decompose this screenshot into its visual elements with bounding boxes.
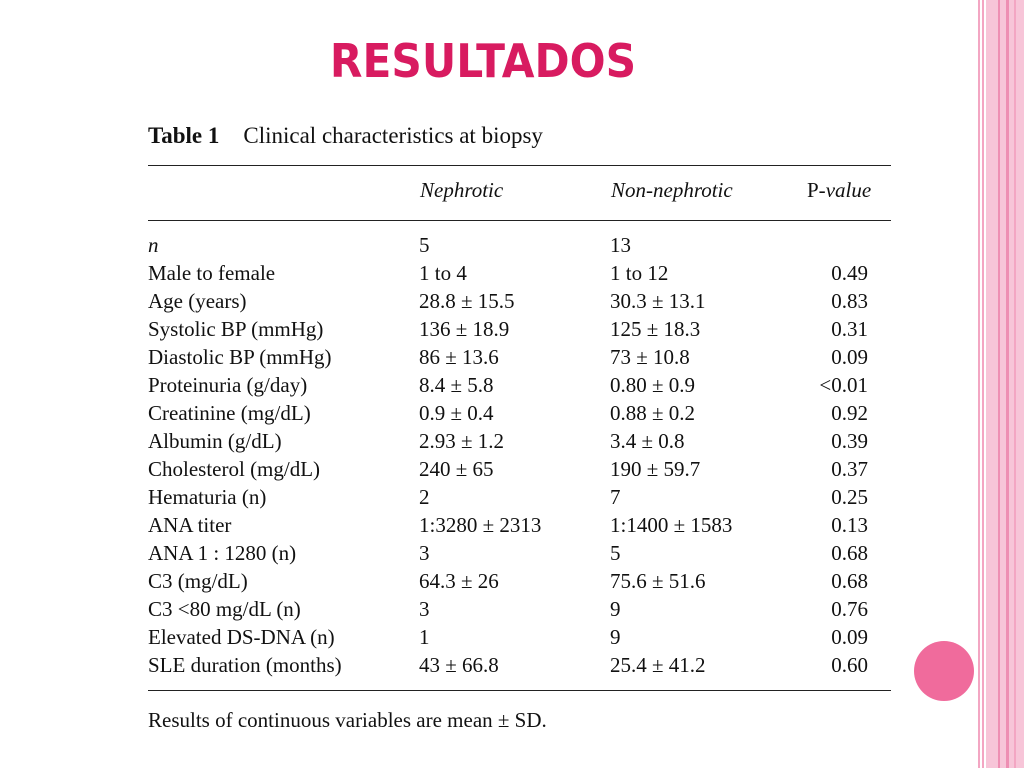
cell-p-value: 0.09 (831, 345, 868, 369)
cell-p-value: 0.68 (831, 541, 868, 565)
cell-non-nephrotic: 73 ± 10.8 (610, 345, 690, 369)
p-value-italic: value (825, 178, 872, 202)
cell-nephrotic: 0.9 ± 0.4 (419, 401, 494, 425)
table-row (148, 231, 888, 259)
row-label: Creatinine (mg/dL) (148, 401, 311, 425)
cell-non-nephrotic: 9 (610, 625, 621, 649)
row-label: Hematuria (n) (148, 485, 267, 509)
table-top-rule (148, 165, 891, 166)
p-value-prefix: P- (807, 178, 826, 202)
cell-non-nephrotic: 125 ± 18.3 (610, 317, 701, 341)
table-row (148, 595, 888, 623)
table-row (148, 483, 888, 511)
table-row (148, 651, 888, 679)
table-row (148, 399, 888, 427)
row-label: Proteinuria (g/day) (148, 373, 308, 397)
cell-nephrotic: 86 ± 13.6 (419, 345, 499, 369)
table-header-rule (148, 220, 891, 221)
table-caption-text: Clinical characteristics at biopsy (243, 123, 543, 148)
table-bottom-rule (148, 690, 891, 691)
table-row (148, 539, 888, 567)
table-caption (148, 123, 543, 149)
cell-non-nephrotic: 75.6 ± 51.6 (610, 569, 706, 593)
cell-non-nephrotic: 7 (610, 485, 621, 509)
table-body (148, 231, 888, 679)
table-row (148, 623, 888, 651)
table-row (148, 315, 888, 343)
table-row (148, 343, 888, 371)
table-row (148, 567, 888, 595)
row-label: SLE duration (months) (148, 653, 342, 677)
cell-nephrotic: 8.4 ± 5.8 (419, 373, 494, 397)
cell-non-nephrotic: 9 (610, 597, 621, 621)
row-label: n (148, 233, 159, 257)
table-footnote: Results of continuous variables are mean ± SD. (148, 708, 547, 732)
cell-nephrotic: 43 ± 66.8 (419, 653, 499, 677)
row-label: Age (years) (148, 289, 247, 313)
cell-nephrotic: 28.8 ± 15.5 (419, 289, 515, 313)
cell-nephrotic: 3 (419, 597, 430, 621)
stripe-band (986, 0, 1024, 768)
stripe-line (998, 0, 1000, 768)
cell-p-value: 0.49 (831, 261, 868, 285)
cell-non-nephrotic: 5 (610, 541, 621, 565)
cell-p-value: 0.60 (831, 653, 868, 677)
column-header-p-value (807, 178, 871, 203)
cell-p-value: 0.39 (831, 429, 868, 453)
cell-non-nephrotic: 0.88 ± 0.2 (610, 401, 696, 425)
cell-non-nephrotic: 3.4 ± 0.8 (610, 429, 685, 453)
table-row (148, 455, 888, 483)
cell-nephrotic: 5 (419, 233, 430, 257)
row-label: C3 (mg/dL) (148, 569, 248, 593)
cell-non-nephrotic: 30.3 ± 13.1 (610, 289, 706, 313)
row-label: ANA 1 : 1280 (n) (148, 541, 297, 565)
decorative-circle (914, 641, 974, 701)
cell-nephrotic: 1:3280 ± 2313 (419, 513, 542, 537)
row-label: C3 <80 mg/dL (n) (148, 597, 301, 621)
cell-p-value: 0.09 (831, 625, 868, 649)
cell-non-nephrotic: 13 (610, 233, 631, 257)
cell-p-value: 0.31 (831, 317, 868, 341)
row-label: Diastolic BP (mmHg) (148, 345, 332, 369)
stripe-line (982, 0, 984, 768)
stripe-line (978, 0, 980, 768)
cell-nephrotic: 2.93 ± 1.2 (419, 429, 505, 453)
cell-p-value: 0.13 (831, 513, 868, 537)
stripe-line (1006, 0, 1009, 768)
row-label: Cholesterol (mg/dL) (148, 457, 321, 481)
column-header-non-nephrotic: Non-nephrotic (611, 178, 733, 202)
table-row (148, 287, 888, 315)
cell-p-value: 0.92 (831, 401, 868, 425)
table-row (148, 511, 888, 539)
slide-title: RESULTADOS (329, 34, 637, 88)
row-label: Albumin (g/dL) (148, 429, 282, 453)
column-header-nephrotic: Nephrotic (420, 178, 504, 202)
cell-nephrotic: 64.3 ± 26 (419, 569, 499, 593)
table-label: Table 1 (148, 123, 220, 148)
row-label: Male to female (148, 261, 276, 285)
row-label: ANA titer (148, 513, 232, 537)
cell-nephrotic: 3 (419, 541, 430, 565)
table-row (148, 371, 888, 399)
table-row (148, 259, 888, 287)
cell-non-nephrotic: 190 ± 59.7 (610, 457, 701, 481)
row-label: Elevated DS-DNA (n) (148, 625, 335, 649)
cell-p-value: <0.01 (819, 373, 868, 397)
cell-non-nephrotic: 1:1400 ± 1583 (610, 513, 733, 537)
decorative-side-stripes (978, 0, 1024, 768)
row-label: Systolic BP (mmHg) (148, 317, 324, 341)
cell-non-nephrotic: 1 to 12 (610, 261, 669, 285)
cell-p-value: 0.37 (831, 457, 868, 481)
cell-nephrotic: 1 (419, 625, 430, 649)
table-row (148, 427, 888, 455)
stripe-line (1014, 0, 1016, 768)
cell-non-nephrotic: 25.4 ± 41.2 (610, 653, 706, 677)
cell-p-value: 0.25 (831, 485, 868, 509)
cell-non-nephrotic: 0.80 ± 0.9 (610, 373, 696, 397)
cell-p-value: 0.83 (831, 289, 868, 313)
cell-p-value: 0.76 (831, 597, 868, 621)
cell-nephrotic: 1 to 4 (419, 261, 467, 285)
cell-nephrotic: 240 ± 65 (419, 457, 494, 481)
cell-nephrotic: 2 (419, 485, 430, 509)
cell-p-value: 0.68 (831, 569, 868, 593)
cell-nephrotic: 136 ± 18.9 (419, 317, 510, 341)
